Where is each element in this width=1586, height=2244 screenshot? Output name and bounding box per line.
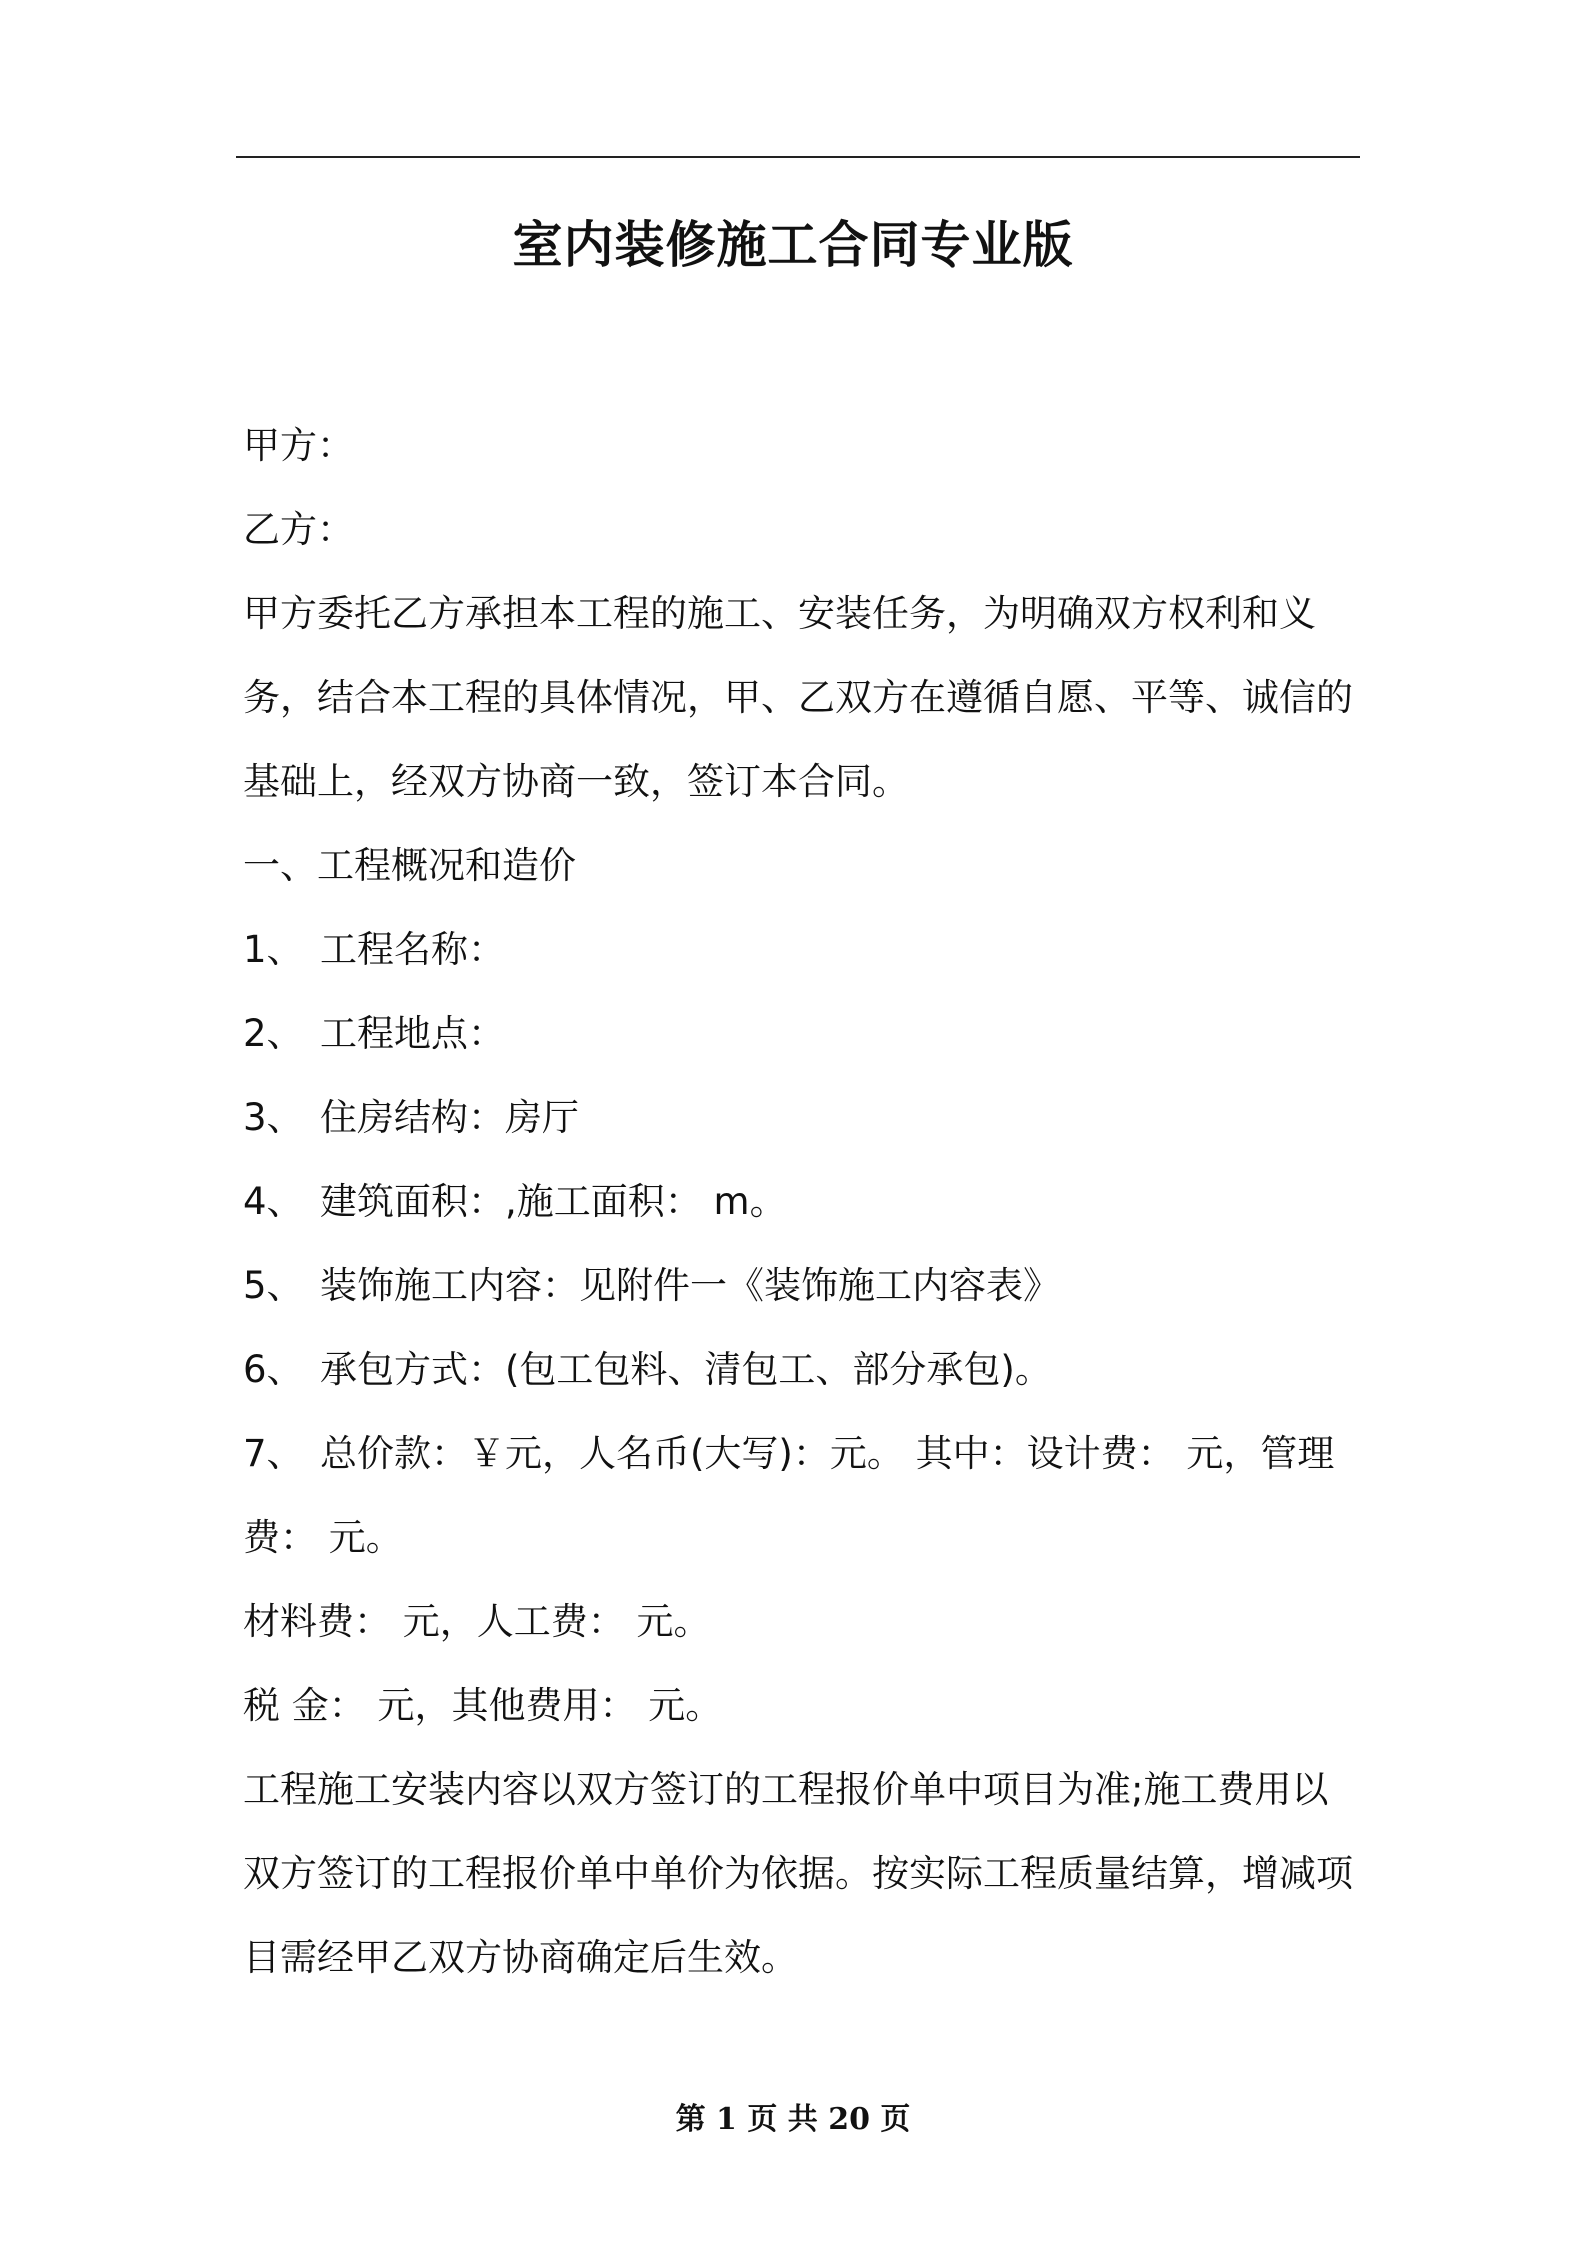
document-title: 室内装修施工合同专业版 — [512, 216, 1074, 274]
list-item — [243, 1160, 1360, 1244]
item-text: 住房结构：房厅 — [320, 1096, 579, 1139]
item-text: 工程地点： — [320, 1012, 505, 1055]
list-item — [243, 1328, 1360, 1412]
list-item-total-price — [243, 1412, 1360, 1580]
tax-line: 税 金： 元，其他费用： 元。 — [243, 1684, 723, 1727]
page-number: 第 1 页 共 20 页 — [675, 2102, 911, 2137]
party-a-line: 甲方： — [243, 424, 354, 467]
header-rule — [236, 156, 1360, 158]
item-text: 承包方式：(包工包料、清包工、部分承包)。 — [320, 1348, 1052, 1391]
document-body — [243, 404, 1360, 2000]
item-number: 2、 — [243, 1012, 304, 1055]
list-item — [243, 1076, 1360, 1160]
item-text: 装饰施工内容：见附件一《装饰施工内容表》 — [320, 1264, 1060, 1307]
closing-paragraph: 工程施工安装内容以双方签订的工程报价单中项目为准;施工费用以双方签订的工程报价单中单价为依据。按实际工程质量结算，增减项目需经甲乙双方协商确定后生效。 — [243, 1768, 1353, 1979]
intro-paragraph: 甲方委托乙方承担本工程的施工、安装任务，为明确双方权利和义务，结合本工程的具体情况，甲、乙双方在遵循自愿、平等、诚信的基础上，经双方协商一致，签订本合同。 — [243, 592, 1353, 803]
section-heading: 一、工程概况和造价 — [243, 844, 576, 887]
item-number: 5、 — [243, 1264, 304, 1307]
list-item — [243, 908, 1360, 992]
item-text: 建筑面积：,施工面积： m。 — [320, 1180, 787, 1223]
list-item — [243, 1244, 1360, 1328]
list-item — [243, 992, 1360, 1076]
party-b-line: 乙方： — [243, 508, 354, 551]
item-number: 4、 — [243, 1180, 304, 1223]
item-text: 工程名称： — [320, 928, 505, 971]
item-number: 7、 — [243, 1432, 304, 1475]
item-number: 3、 — [243, 1096, 304, 1139]
item-text: 总价款：￥元，人名币(大写)：元。 其中：设计费： 元，管理费： 元。 — [243, 1432, 1335, 1559]
item-number: 1、 — [243, 928, 304, 971]
item-number: 6、 — [243, 1348, 304, 1391]
fees-line: 材料费： 元，人工费： 元。 — [243, 1600, 711, 1643]
